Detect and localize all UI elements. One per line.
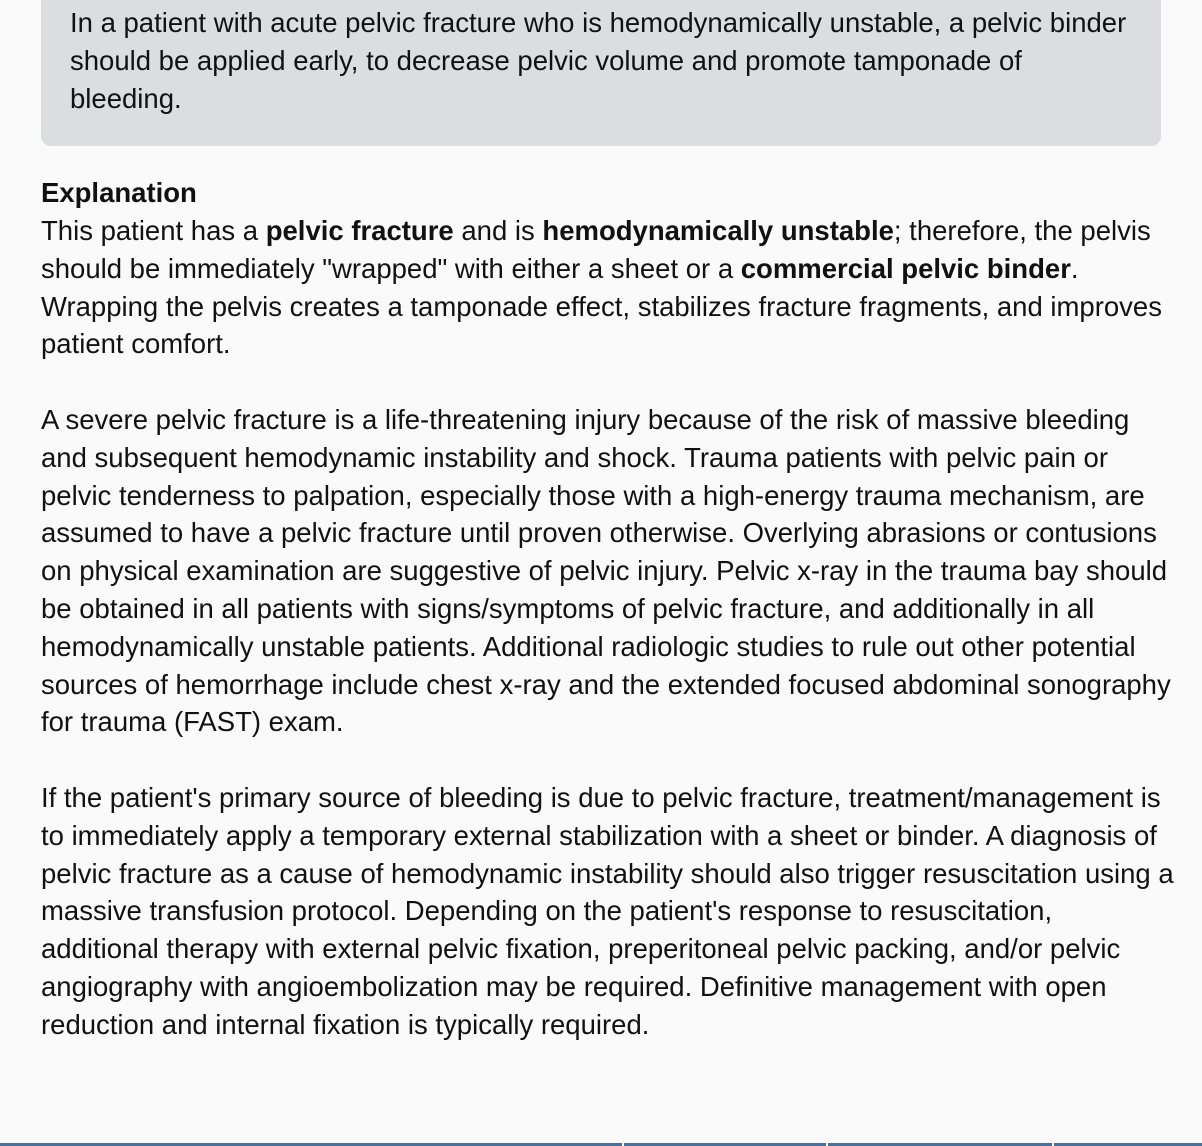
explanation-paragraph-3: If the patient's primary source of bleeding is due to pelvic fracture, treatment/management is to immediately apply a temporary external stabilization with a sheet or binder. A diagnosis of pelvic fracture as a cause of hemodynamic instability should also trigger resuscitation using a massive transfusion protocol. Depending on the patient's response to resuscitation, additional therapy with external pelvic fixation, preperitoneal pelvic packing, and/or pelvic angiography with angioembolization may be required. Definitive management with open reduction and internal fixation is typically required.: [41, 781, 1174, 1040]
explanation-paragraph-1: [41, 212, 1176, 363]
explanation-paragraph-2: A severe pelvic fracture is a life-threatening injury because of the risk of massive bleeding and subsequent hemodynamic instability and shock. Trauma patients with pelvic pain or pelvic tenderness to palpation, especially those with a high-energy trauma mechanism, are assumed to have a pelvic fracture until proven otherwise. Overlying abrasions or contusions on physical examination are suggestive of pelvic injury. Pelvic x-ray in the trauma bay should be obtained in all patients with signs/symptoms of pelvic fracture, and additionally in all hemodynamically unstable patients. Additional radiologic studies to rule out other potential sources of hemorrhage include chest x-ray and the extended focused abdominal sonography for trauma (FAST) exam.: [41, 403, 1171, 738]
paragraph-text: ; therefore, the pelvis should be immediately "wrapped" with either a sheet or a: [41, 215, 1151, 284]
explanation-section: [41, 174, 1176, 1044]
explanation-heading: Explanation: [41, 177, 197, 208]
bold-term-commercial-pelvic-binder: commercial pelvic binder: [740, 252, 1071, 284]
paragraph-text: This patient has a: [41, 215, 266, 246]
bold-term-hemodynamically-unstable: hemodynamically unstable: [542, 215, 894, 246]
correct-answer-box: [41, 0, 1161, 146]
paragraph-text: . Wrapping the pelvis creates a tamponade effect, stabilizes fracture fragments, and improves patient comfort.: [41, 252, 1162, 360]
bold-term-pelvic-fracture: pelvic fracture: [265, 215, 454, 246]
correct-answer-text: In a patient with acute pelvic fracture who is hemodynamically unstable, a pelvic binder should be applied early, to decrease pelvic volume and promote tamponade of bleeding.: [70, 7, 1127, 114]
paragraph-text: and is: [453, 215, 543, 246]
